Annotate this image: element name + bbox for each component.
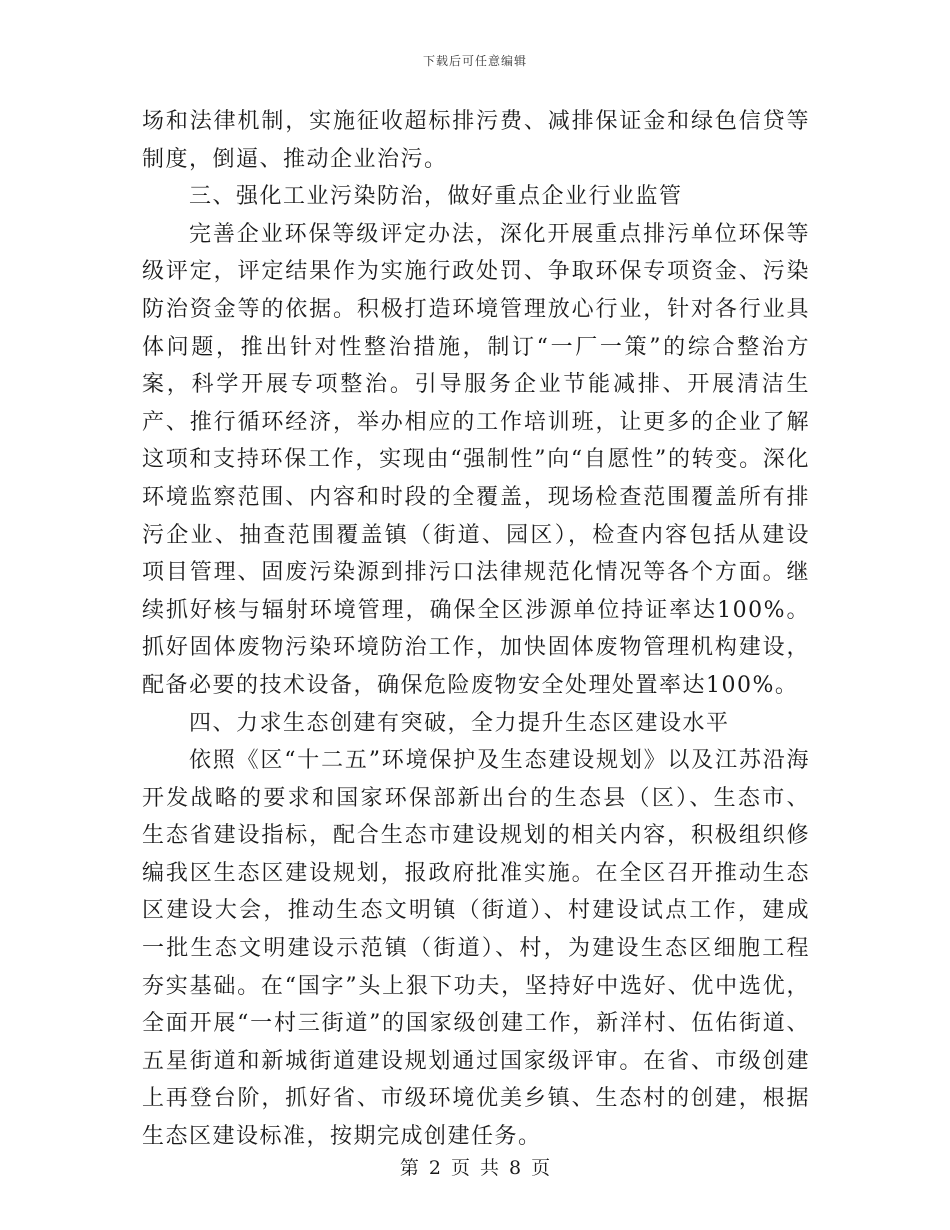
document-body <box>142 103 810 1156</box>
paragraph: 完善企业环保等级评定办法，深化开展重点排污单位环保等级评定，评定结果作为实施行政处罚、争取环保专项资金、污染防治资金等的依据。积极打造环境管理放心行业，针对各行业具体问题，推出针对性整治措施，制订“一厂一策”的综合整治方案，科学开展专项整治。引导服务企业节能减排、开展清洁生产、推行循环经济，举办相应的工作培训班，让更多的企业了解这项和支持环保工作，实现由“强制性”向“自愿性”的转变。深化环境监察范围、内容和时段的全覆盖，现场检查范围覆盖所有排污企业、抽查范围覆盖镇（街道、园区），检查内容包括从建设项目管理、固废污染源到排污口法律规范化情况等各个方面。继续抓好核与辐射环境管理，确保全区涉源单位持证率达100%。抓好固体废物污染环境防治工作，加快固体废物管理机构建设，配备必要的技术设备，确保危险废物安全处理处置率达100%。 <box>142 221 810 698</box>
paragraph: 场和法律机制，实施征收超标排污费、减排保证金和绿色信贷等制度，倒逼、推动企业治污。 <box>142 109 810 172</box>
page-number-footer: 第 2 页 共 8 页 <box>399 1157 551 1179</box>
section-heading: 四、力求生态创建有突破，全力提升生态区建设水平 <box>189 710 730 736</box>
page-header: 下载后可任意编辑 <box>422 54 527 68</box>
paragraph: 依照《区“十二五”环境保护及生态建设规划》以及江苏沿海开发战略的要求和国家环保部新出台的生态县（区）、生态市、生态省建设指标，配合生态市建设规划的相关内容，积极组织修编我区生态区建设规划，报政府批准实施。在全区召开推动生态区建设大会，推动生态文明镇（街道）、村建设试点工作，建成一批生态文明建设示范镇（街道）、村，为建设生态区细胞工程夯实基础。在“国字”头上狠下功夫，坚持好中选好、优中选优，全面开展“一村三街道”的国家级创建工作，新洋村、伍佑街道、五星街道和新城街道建设规划通过国家级评审。在省、市级创建上再登台阶，抓好省、市级环境优美乡镇、生态村的创建，根据生态区建设标准，按期完成创建任务。 <box>142 748 810 1150</box>
section-heading: 三、强化工业污染防治，做好重点企业行业监管 <box>189 184 683 210</box>
